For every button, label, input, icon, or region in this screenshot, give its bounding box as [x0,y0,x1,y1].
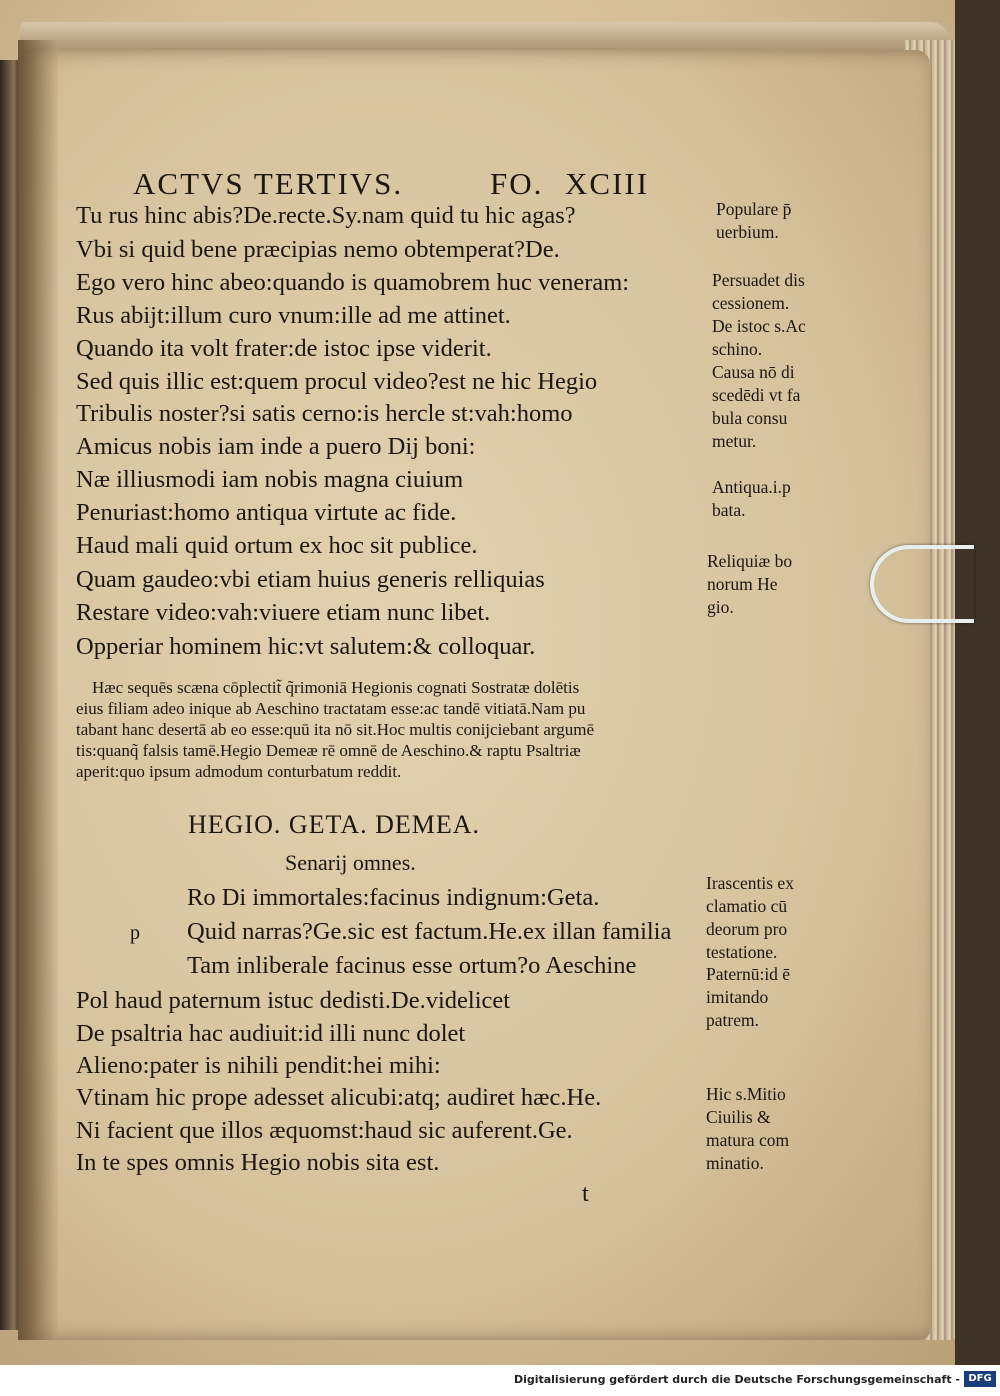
verse-line: Rus abijt:illum curo vnum:ille ad me attinet. [76,302,511,329]
verse-line: Restare video:vah:viuere etiam nunc libet. [76,599,491,626]
verse-line: Penuriast:homo antiqua virtute ac fide. [76,499,457,526]
funding-credit: Digitalisierung gefördert durch die Deutsche Forschungsgemeinschaft - [513,1373,960,1386]
guide-letter: p [130,922,140,944]
footer-bar [0,1365,1000,1396]
left-page-edge [0,60,20,1330]
verse-line: Sed quis illic est:quem procul video?est ne hic Hegio [76,368,598,395]
verse-line: Ro Di immortales:facinus indignum:Geta. [187,884,600,911]
margin-gloss: Persuadet dis cessionem. [712,270,805,313]
verse-line: Vbi si quid bene præcipias nemo obtemperat?De. [76,236,560,263]
verse-line: Haud mali quid ortum ex hoc sit publice. [76,532,478,559]
background-edge [955,0,1000,1365]
margin-gloss: Irascentis ex clamatio cū deorum pro testatione. [706,873,794,962]
verse-line: Quam gaudeo:vbi etiam huius generis relliquias [76,566,545,593]
argument-line: tabant hanc desertā ab eo esse:quū ita nō sit.Hoc multis conijciebant argumē [76,720,595,739]
margin-gloss: Paternū:id ē imitando patrem. [706,964,791,1030]
margin-gloss: Reliquiæ bo norum He gio. [707,551,793,617]
margin-gloss: De istoc s.Ac schino. [712,316,806,359]
verse-line: Alieno:pater is nihili pendit:hei mihi: [76,1052,441,1079]
verse-line: Amicus nobis iam inde a puero Dij boni: [76,433,476,460]
scene-heading: HEGIO. GETA. DEMEA. [188,810,481,839]
paper-clip [870,545,974,623]
verse-line: De psaltria hac audiuit:id illi nunc dolet [76,1020,466,1047]
verse-line: Ni facient que illos æquomst:haud sic auferent.Ge. [76,1117,573,1144]
gutter-shadow [18,40,58,1340]
verse-line: Opperiar hominem hic:vt salutem:& colloquar. [76,633,536,660]
signature-mark: t [582,1180,589,1207]
argument-line: tis:quanq̃ falsis tamē.Hegio Demeæ rē omnē de Aeschino.& raptu Psaltriæ [76,741,581,760]
verse-line: Tu rus hinc abis?De.recte.Sy.nam quid tu hic agas? [76,202,576,229]
margin-gloss: Hic s.Mitio Ciuilis & matura com minatio. [706,1084,790,1173]
verse-line: Ego vero hinc abeo:quando is quamobrem huc veneram: [76,269,630,296]
argument-line: aperit:quo ipsum admodum conturbatum reddit. [76,762,402,781]
verse-line: Quando ita volt frater:de istoc ipse viderit. [76,335,492,362]
argument-line: eius filiam adeo inique ab Aeschino tractatam esse:ac tandē vitiatā.Nam pu [76,699,586,718]
margin-gloss: Causa nō di scedēdi vt fa bula consu metur. [712,362,801,451]
margin-gloss: Antiqua.i.p bata. [712,477,791,520]
verse-line: Quid narras?Ge.sic est factum.He.ex illan familia [187,918,672,945]
folio-number: XCIII [565,166,650,201]
verse-line: Vtinam hic prope adesset alicubi:atq; audiret hæc.He. [76,1084,602,1111]
verse-line: Pol haud paternum istuc dedisti.De.videlicet [76,987,511,1014]
verse-line: Tribulis noster?si satis cerno:is hercle st:vah:homo [76,400,573,427]
margin-gloss: Populare p̄ uerbium. [716,199,792,242]
verse-line: In te spes omnis Hegio nobis sita est. [76,1149,440,1176]
folio-label: FO. [490,166,544,201]
running-head-act: ACTVS TERTIVS. [133,166,404,201]
metre-note: Senarij omnes. [285,850,416,875]
argument-line: Hæc sequēs scæna cōplectit̃ q̃rimoniā Hegionis cognati Sostratæ dolētis [92,678,580,697]
verse-line: Næ illiusmodi iam nobis magna ciuium [76,466,464,493]
dfg-logo: DFG [964,1371,996,1387]
verse-line: Tam inliberale facinus esse ortum?o Aeschine [187,952,637,979]
